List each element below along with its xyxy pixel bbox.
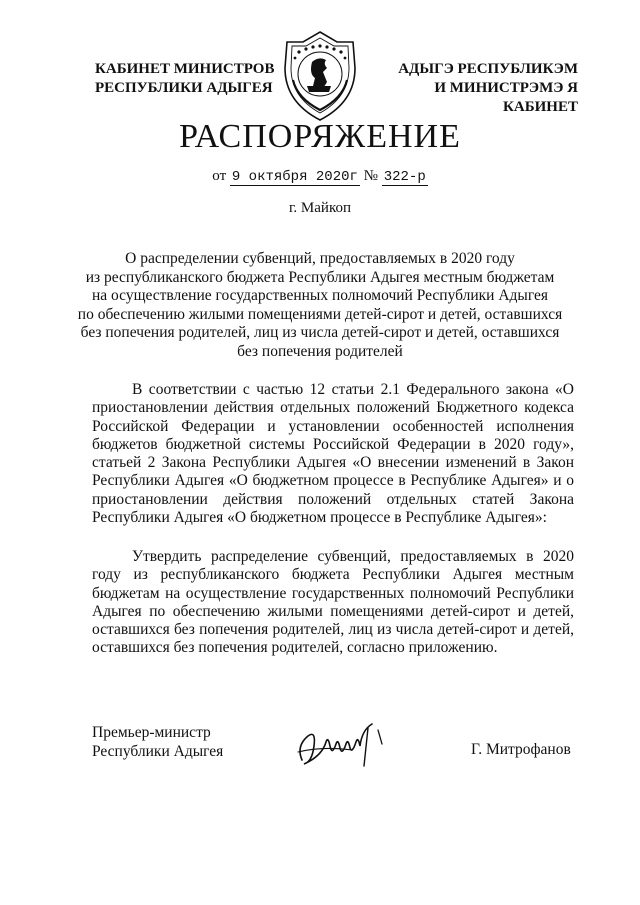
header-left bbox=[95, 60, 275, 98]
paragraph-decision: Утвердить распределение субвенций, предоставляемых в 2020 году из республиканского бюджета Республики Адыгея местным бюджетам на осуществление государственных полномочий Республики Адыгея по обеспечению жилыми помещениями детей-сирот и детей, оставшихся без попечения родителей, лиц из числа детей-сирот и детей, оставшихся без попечения родителей, согласно приложению. bbox=[92, 548, 574, 657]
subject-block bbox=[60, 250, 580, 362]
subject-line: по обеспечению жилыми помещениями детей-сирот и детей, оставшихся bbox=[77, 305, 563, 323]
subject-line: без попечения родителей, лиц из числа детей-сирот и детей, оставшихся bbox=[80, 324, 560, 342]
header-right-line2: И МИНИСТРЭМЭ Я КАБИНЕТ bbox=[434, 80, 578, 115]
subject-line: О распределении субвенций, предоставляемых в 2020 году bbox=[125, 250, 515, 267]
signatory-position bbox=[92, 723, 223, 761]
city: г. Майкоп bbox=[288, 200, 352, 216]
header-right-line1: АДЫГЭ РЕСПУБЛИКЭМ bbox=[398, 61, 578, 77]
order-number: 322-р bbox=[383, 169, 426, 185]
subject-line: без попечения родителей bbox=[237, 342, 403, 360]
header-right bbox=[368, 60, 578, 117]
order-number-label: № bbox=[363, 168, 378, 184]
order-from-label: от bbox=[212, 168, 227, 184]
signatory-position-line2: Республики Адыгея bbox=[92, 743, 224, 760]
order-line bbox=[0, 168, 640, 185]
handwritten-signature bbox=[292, 716, 392, 774]
paragraph-basis: В соответствии с частью 12 статьи 2.1 Федерального закона «О приостановлении действия отдельных положений Бюджетного кодекса Российской Федерации и установлении особенностей исполнения бюджетов бюджетной системы Российской Федерации в 2020 году», статьей 2 Закона Республики Адыгея «О внесении изменений в Закон Республики Адыгея «О бюджетном процессе в Республике Адыгея» и о приостановлении действия положений отдельных статей Закона Республики Адыгея «О бюджетном процессе в Республике Адыгея»: bbox=[92, 381, 574, 527]
order-date: 9 октября 2020г bbox=[231, 169, 358, 185]
signatory-name: Г. Митрофанов bbox=[471, 741, 571, 758]
document-title: РАСПОРЯЖЕНИЕ bbox=[179, 118, 461, 155]
header-left-line1: КАБИНЕТ МИНИСТРОВ bbox=[95, 61, 275, 77]
signatory-position-line1: Премьер-министр bbox=[92, 724, 211, 741]
subject-line: из республиканского бюджета Республики Адыгея местным бюджетам bbox=[85, 268, 555, 286]
coat-of-arms-icon bbox=[279, 28, 361, 124]
header-left-line2: РЕСПУБЛИКИ АДЫГЕЯ bbox=[95, 80, 273, 96]
subject-line: на осуществление государственных полномочий Республики Адыгея bbox=[91, 287, 549, 305]
